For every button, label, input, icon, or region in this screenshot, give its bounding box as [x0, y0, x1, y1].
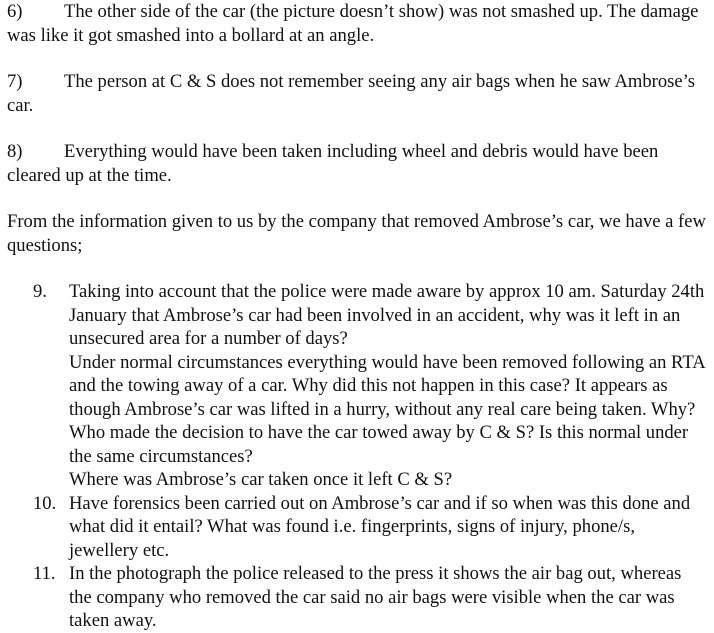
question-number: 9. [33, 281, 47, 302]
paragraph-text: Everything would have been taken including wheel and debris would have been cleared up at the time. [7, 141, 659, 186]
question-text: Where was Ambrose’s car taken once it left C & S? [69, 469, 453, 490]
question-text: In the photograph the police released to the press it shows the air bag out, whereas the company who removed the car said no air bags were visible when the car was taken away. [69, 563, 682, 631]
question-11 [7, 562, 714, 633]
paragraph-text: The other side of the car (the picture doesn’t show) was not smashed up. The damage was like it got smashed into a bollard at an angle. [7, 1, 699, 46]
question-number: 11. [33, 563, 56, 584]
question-text: Have forensics been carried out on Ambrose’s car and if so when was this done and what did it entail? What was found i.e. fingerprints, signs of injury, phone/s, jewellery etc. [69, 492, 691, 561]
paragraph-7 [7, 70, 714, 117]
paragraph-6 [7, 0, 714, 47]
question-number: 10. [33, 492, 57, 514]
paragraph-number: 6) [7, 1, 23, 22]
intro-paragraph: From the information given to us by the company that removed Ambrose’s car, we have a few questions; [7, 211, 706, 256]
questions-list [7, 280, 714, 633]
paragraph-number: 7) [7, 71, 23, 92]
question-text: Under normal circumstances everything would have been removed following an RTA and the towing away of a car. Why did this not happen in this case? It appears as though Ambrose’s car was lifted in a hurry, without any real care being taken. Why? Who made the decision to have the car towed away by C & S? Is this normal under the same circumstances? [69, 351, 705, 467]
paragraph-text: The person at C & S does not remember seeing any air bags when he saw Ambrose’s car. [7, 71, 696, 116]
paragraph-number: 8) [7, 141, 23, 162]
question-9 [7, 280, 714, 492]
question-text: Taking into account that the police were made aware by approx 10 am. Saturday 24th January that Ambrose’s car had been involved in an accident, why was it left in an unsecured area for a number of days? [69, 281, 705, 349]
paragraph-8 [7, 140, 714, 187]
question-10 [7, 492, 714, 563]
